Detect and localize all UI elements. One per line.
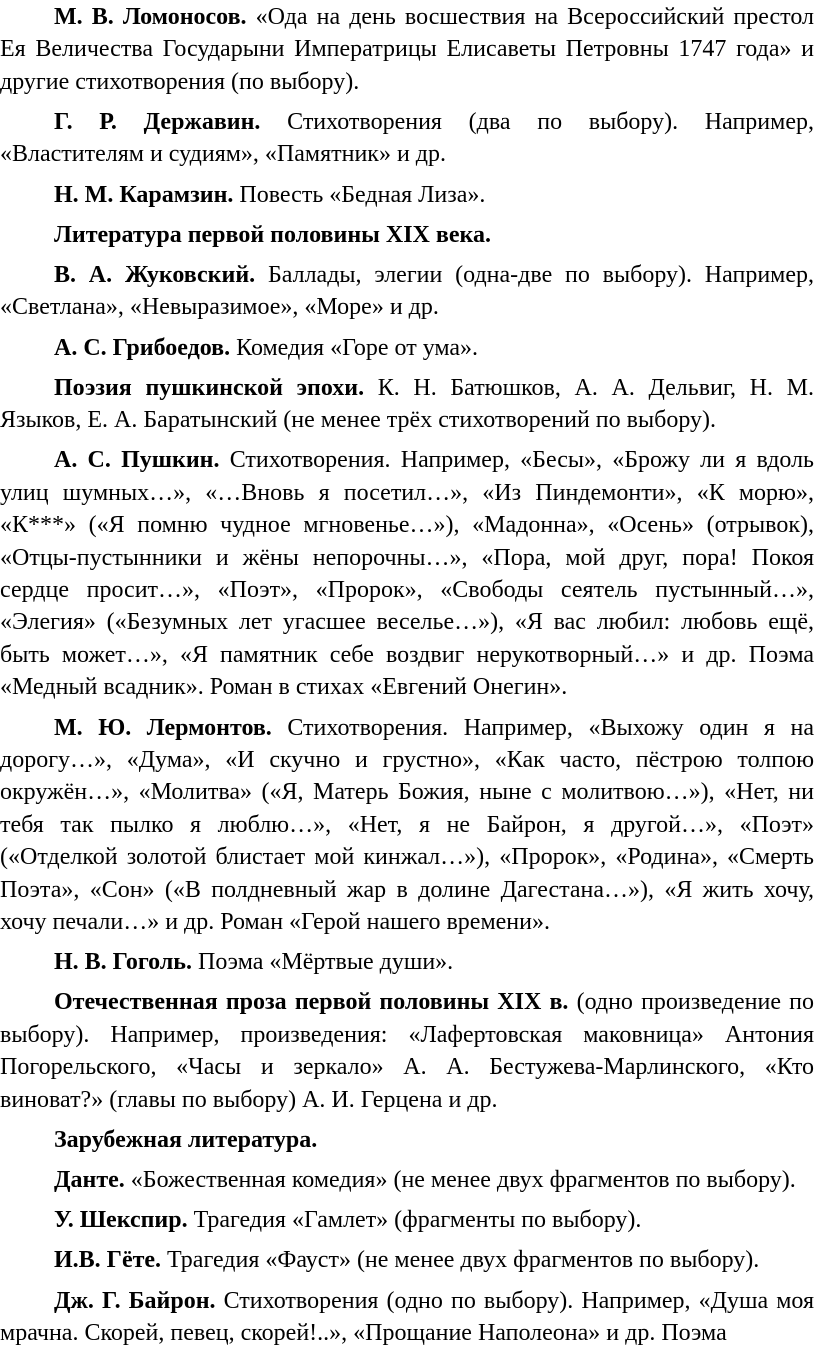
author-name: А. С. Пушкин. [54,447,220,474]
author-name: М. В. Ломоносов. [54,4,247,30]
paragraph-pushkin-era-poetry [0,372,816,437]
author-name: В. А. Жуковский. [54,262,256,289]
paragraph-karamzin [0,179,816,211]
author-name: Н. В. Гоголь. [54,949,192,976]
paragraph-lermontov [0,712,816,939]
section-heading: Зарубежная литература. [54,1126,318,1153]
paragraph-text: Стихотворения. Например, «Бесы», «Брожу ли я вдоль улиц шумных…», «…Вновь я посетил…», «Из Пиндемонти», «К морю», «К***» («Я помню чудное мгновенье…»), «Мадонна», «Осень» (отрывок), «Отцы-пустынники и жёны непорочны…», «Пора, мой друг, пора! Покоя сердце просит…», «Поэт», «Пророк», «Свободы сеятель пустынный…», «Элегия» («Безумных лет угасшее веселье…»), «Я вас любил: любовь ещё, быть может…», «Я памятник себе воздвиг нерукотворный…» и др. Поэма «Медный всадник». Роман в стихах «Евгений Онегин». [0,447,815,701]
author-name: Дж. Г. Байрон. [54,1287,216,1314]
author-name: Г. Р. Державин. [54,109,261,136]
paragraph-text: К. Н. Батюшков, А. А. Дельвиг, Н. М. Языков, Е. А. Баратынский (не менее трёх стихотворений по выбору). [0,374,814,434]
paragraph-shakespeare [0,1204,816,1236]
paragraph-griboedov [0,332,816,364]
paragraph-derzhavin [0,106,816,171]
paragraph-text: Баллады, элегии (одна-две по выбору). Например, «Светлана», «Невыразимое», «Море» и др. [0,262,814,321]
paragraph-text: Стихотворения (одно по выбору). Например, «Душа моя мрачна. Скорей, певец, скорей!..», «Прощание Наполеона» и др. Поэма [0,1287,814,1346]
paragraph-goethe [0,1244,816,1276]
paragraph-text: Трагедия «Фауст» (не менее двух фрагментов по выбору). [161,1247,760,1274]
paragraph-pushkin [0,444,816,703]
section-heading: Литература первой половины XIX века. [54,221,491,248]
section-heading-19th-century [0,219,816,251]
paragraph-zhukovsky [0,259,816,324]
paragraph-text: Повесть «Бедная Лиза». [233,181,486,208]
paragraph-text: (одно произведение по выбору). Например, произведения: «Лафертовская маковница» Антония Погорельского, «Часы и зеркало» А. А. Бестужева-Марлинского, «Кто виноват?» (главы по выбору) А. И. Герцена и др. [0,989,814,1113]
author-name: Н. М. Карамзин. [54,181,234,208]
paragraph-byron [0,1285,816,1349]
paragraph-text: Комедия «Горе от ума». [230,334,479,361]
author-name: И.В. Гёте. [54,1247,162,1274]
paragraph-lomonosov [0,1,816,98]
paragraph-text: «Ода на день восшествия на Всероссийский престол Ея Величества Государыни Императрицы Елисаветы Петровны 1747 года» и другие стихотворения (по выбору). [0,4,814,95]
paragraph-text: «Божественная комедия» (не менее двух фрагментов по выбору). [124,1166,796,1193]
paragraph-domestic-prose [0,986,816,1116]
author-name: Данте. [54,1166,125,1193]
paragraph-text: Стихотворения (два по выбору). Например, «Властителям и судиям», «Памятник» и др. [0,109,814,168]
paragraph-gogol [0,946,816,978]
topic-name: Поэзия пушкинской эпохи. [54,374,365,401]
author-name: А. С. Грибоедов. [54,334,231,361]
topic-name: Отечественная проза первой половины XIX в. [54,989,569,1016]
author-name: М. Ю. Лермонтов. [54,714,272,741]
paragraph-dante [0,1164,816,1196]
author-name: У. Шекспир. [54,1207,188,1234]
paragraph-text: Поэма «Мёртвые души». [191,949,454,976]
section-heading-foreign-literature [0,1124,816,1156]
paragraph-text: Стихотворения. Например, «Выхожу один я на дорогу…», «Дума», «И скучно и грустно», «Как часто, пёстрою толпою окружён…», «Молитва» («Я, Матерь Божия, ныне с молитвою…»), «Нет, ни тебя так пылко я люблю…», «Нет, я не Байрон, я другой…», «Поэт» («Отделкой золотой блистает мой кинжал…»), «Пророк», «Родина», «Смерть Поэта», «Сон» («В полдневный жар в долине Дагестана…»), «Я жить хочу, хочу печали…» и др. Роман «Герой нашего времени». [0,714,815,935]
paragraph-text: Трагедия «Гамлет» (фрагменты по выбору). [187,1207,642,1234]
